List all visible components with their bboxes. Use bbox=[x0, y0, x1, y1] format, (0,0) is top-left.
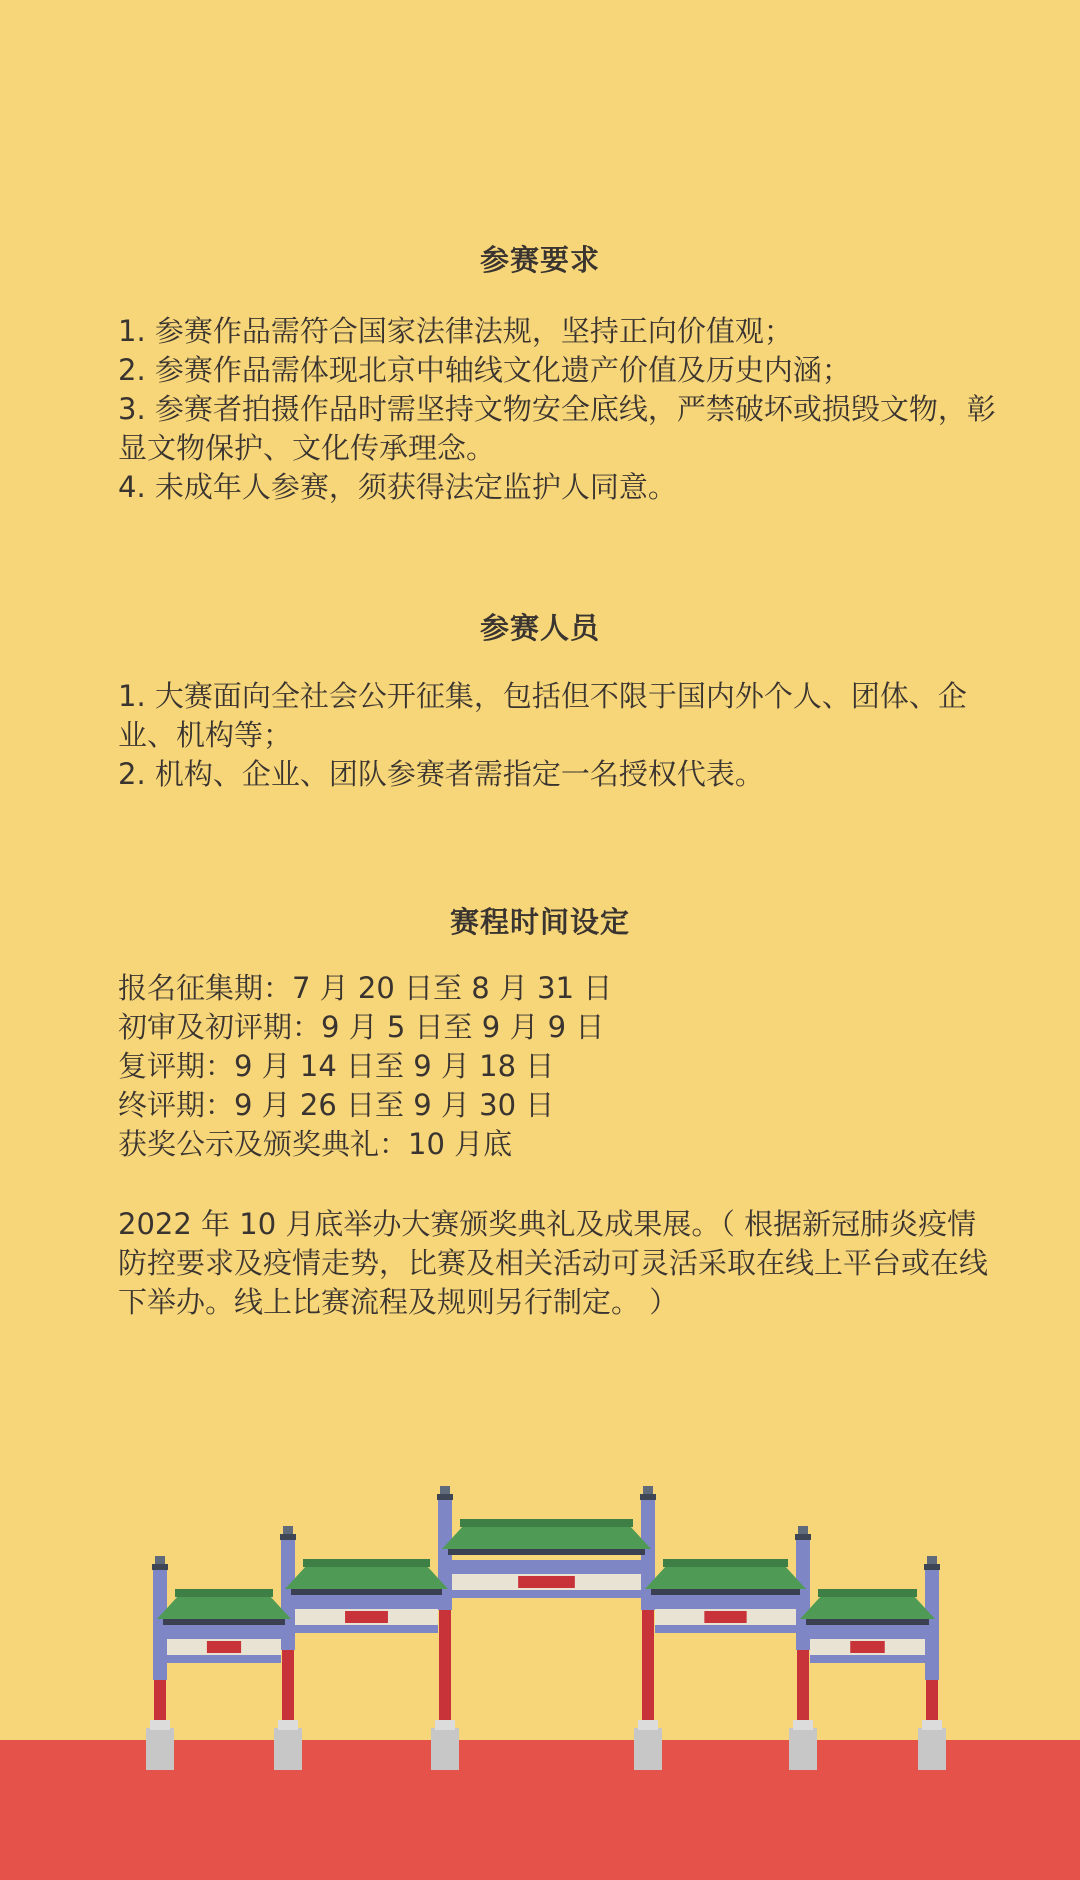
list-item: 初审及初评期：9 月 5 日至 9 月 9 日 bbox=[118, 1010, 605, 1044]
pillar-base bbox=[789, 1728, 817, 1770]
roof-ridge bbox=[663, 1559, 788, 1567]
beam-lower bbox=[810, 1655, 925, 1663]
roof bbox=[442, 1525, 651, 1549]
roof bbox=[285, 1565, 448, 1589]
pillar-base-top bbox=[150, 1720, 170, 1730]
roof bbox=[645, 1565, 806, 1589]
beam-panel-center bbox=[345, 1611, 388, 1623]
beam bbox=[810, 1625, 925, 1639]
beam-lower bbox=[295, 1625, 438, 1633]
pillar-base-top bbox=[435, 1720, 455, 1730]
list-item: 2. 参赛作品需体现北京中轴线文化遗产价值及历史内涵； bbox=[118, 353, 851, 387]
beam bbox=[167, 1625, 281, 1639]
beam-lower bbox=[167, 1655, 281, 1663]
section-schedule-title: 赛程时间设定 bbox=[449, 905, 630, 939]
list-item: 报名征集期：7 月 20 日至 8 月 31 日 bbox=[118, 971, 613, 1005]
list-item: 4. 未成年人参赛，须获得法定监护人同意。 bbox=[118, 470, 677, 504]
roof-eave bbox=[448, 1549, 645, 1555]
list-item: 1. 大赛面向全社会公开征集，包括但不限于国内外个人、团体、企业、机构等； bbox=[118, 679, 967, 752]
pillar-cap bbox=[152, 1564, 168, 1570]
beam-panel-center bbox=[704, 1611, 746, 1623]
roof-eave bbox=[806, 1619, 929, 1625]
list-item: 3. 参赛者拍摄作品时需坚持文物安全底线，严禁破坏或损毁文物，彰显文物保护、文化传承理念。 bbox=[118, 392, 996, 465]
paifang-archway-illustration bbox=[0, 1470, 1080, 1770]
list-item: 获奖公示及颁奖典礼：10 月底 bbox=[118, 1127, 513, 1161]
pillar-base-top bbox=[922, 1720, 942, 1730]
pillar-cap bbox=[280, 1534, 296, 1540]
pillar-cap bbox=[924, 1564, 940, 1570]
section-participants-body bbox=[118, 677, 998, 794]
roof-ridge bbox=[460, 1519, 633, 1527]
beam-lower bbox=[655, 1625, 796, 1633]
section-participants-title: 参赛人员 bbox=[479, 611, 600, 645]
section-requirements-title: 参赛要求 bbox=[479, 243, 600, 277]
beam bbox=[655, 1595, 796, 1609]
list-item: 复评期：9 月 14 日至 9 月 18 日 bbox=[118, 1049, 555, 1083]
roof bbox=[157, 1595, 291, 1619]
section-requirements-body bbox=[118, 312, 998, 507]
pillar-base bbox=[918, 1728, 946, 1770]
pillar-base-top bbox=[278, 1720, 298, 1730]
schedule-note: 2022 年 10 月底举办大赛颁奖典礼及成果展。（ 根据新冠肺炎疫情防控要求及疫情走势，比赛及相关活动可灵活采取在线上平台或在线下举办。线上比赛流程及规则另行制定。 ） bbox=[118, 1207, 989, 1319]
pillar-cap bbox=[437, 1494, 453, 1500]
pillar-base bbox=[431, 1728, 459, 1770]
pillar-cap bbox=[640, 1494, 656, 1500]
section-schedule-body bbox=[118, 969, 998, 1164]
roof-eave bbox=[291, 1589, 442, 1595]
pillar-cap bbox=[795, 1534, 811, 1540]
pillar-base bbox=[146, 1728, 174, 1770]
roof-ridge bbox=[818, 1589, 917, 1597]
beam-lower bbox=[452, 1590, 641, 1598]
beam-panel-center bbox=[518, 1576, 575, 1588]
pillar-base-top bbox=[793, 1720, 813, 1730]
list-item: 1. 参赛作品需符合国家法律法规，坚持正向价值观； bbox=[118, 314, 793, 348]
beam-panel-center bbox=[207, 1641, 241, 1653]
roof-eave bbox=[651, 1589, 800, 1595]
roof-ridge bbox=[175, 1589, 273, 1597]
beam-panel-center bbox=[850, 1641, 885, 1653]
roof-eave bbox=[163, 1619, 285, 1625]
pillar-base bbox=[274, 1728, 302, 1770]
list-item: 2. 机构、企业、团队参赛者需指定一名授权代表。 bbox=[118, 757, 764, 791]
roof-ridge bbox=[303, 1559, 430, 1567]
beam bbox=[452, 1560, 641, 1574]
pillar-base bbox=[634, 1728, 662, 1770]
pillar-base-top bbox=[638, 1720, 658, 1730]
roof bbox=[800, 1595, 935, 1619]
list-item: 终评期：9 月 26 日至 9 月 30 日 bbox=[118, 1088, 555, 1122]
beam bbox=[295, 1595, 438, 1609]
